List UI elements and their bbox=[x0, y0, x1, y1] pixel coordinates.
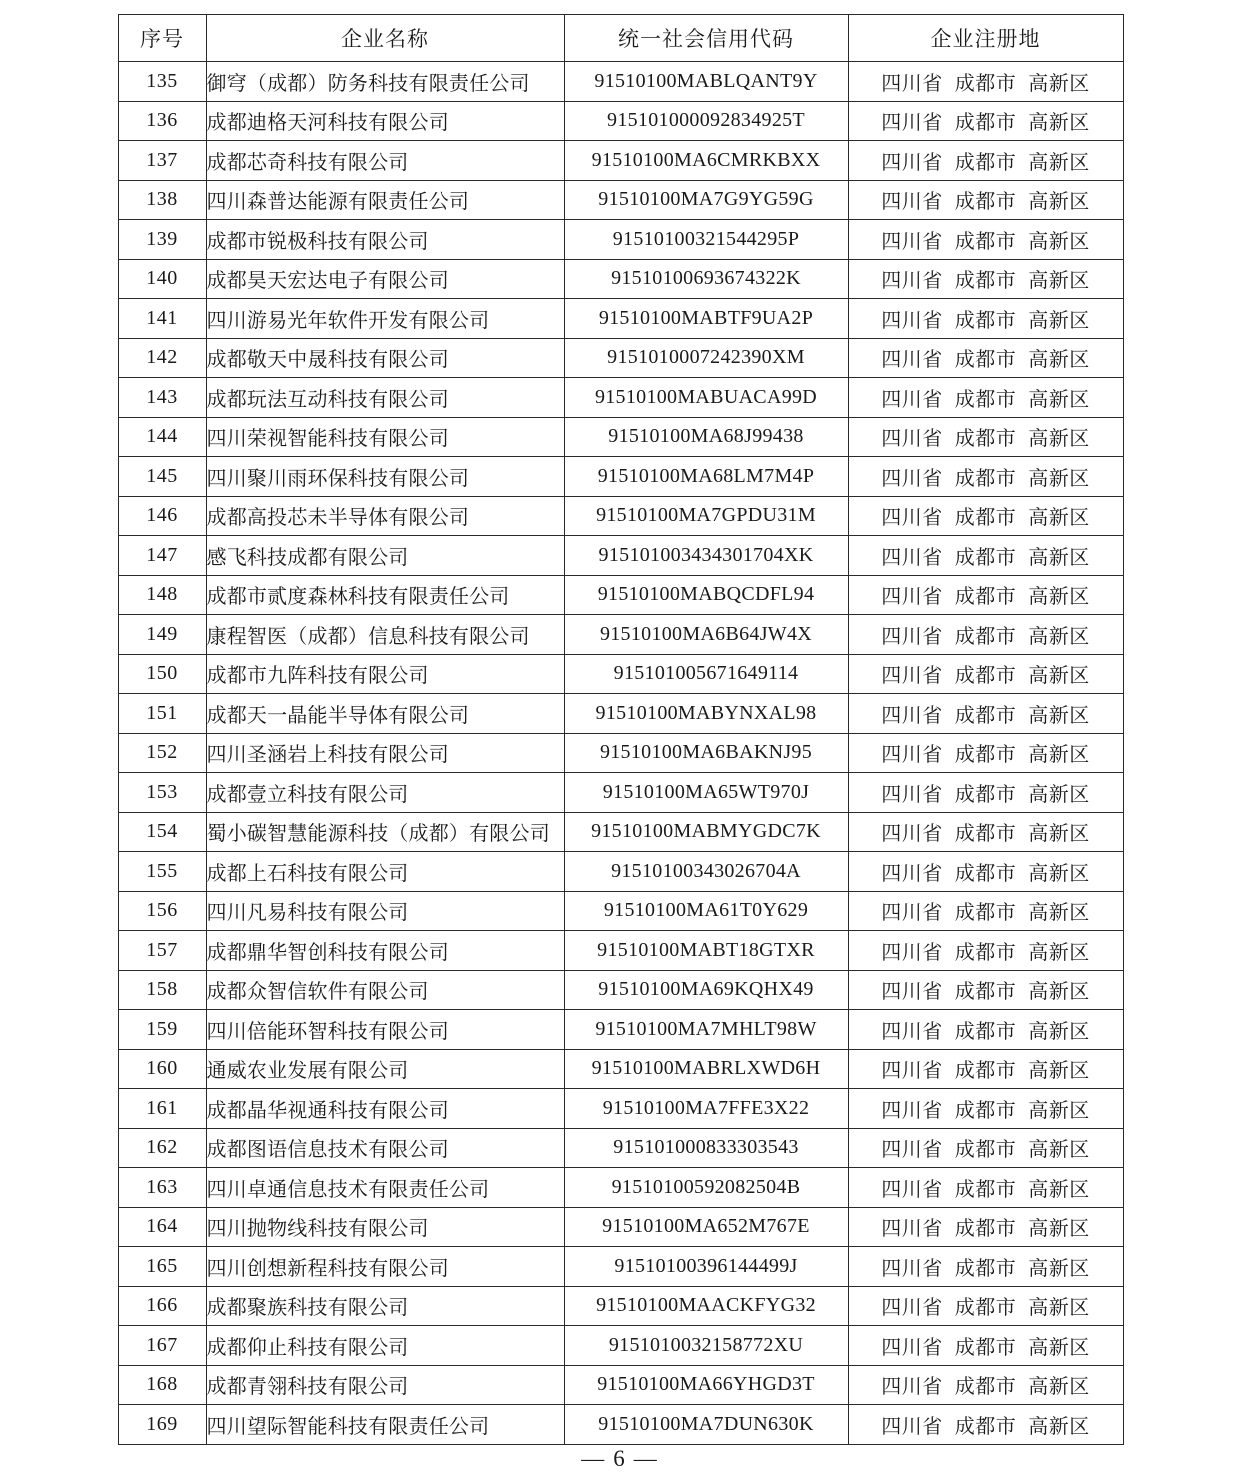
cell-index: 145 bbox=[118, 457, 206, 497]
table-row bbox=[118, 1207, 1123, 1247]
cell-location bbox=[848, 852, 1123, 892]
cell-company-name: 成都聚族科技有限公司 bbox=[206, 1286, 564, 1326]
table-body bbox=[118, 62, 1123, 1445]
table-row bbox=[118, 299, 1123, 339]
cell-company-name: 蜀小碳智慧能源科技（成都）有限公司 bbox=[206, 812, 564, 852]
cell-company-name: 成都迪格天河科技有限公司 bbox=[206, 101, 564, 141]
cell-location bbox=[848, 62, 1123, 102]
column-header-code: 统一社会信用代码 bbox=[564, 15, 848, 62]
cell-index: 153 bbox=[118, 773, 206, 813]
cell-company-name: 四川卓通信息技术有限责任公司 bbox=[206, 1168, 564, 1208]
cell-index: 158 bbox=[118, 970, 206, 1010]
location-province: 四川省 bbox=[881, 467, 943, 490]
location-district: 高新区 bbox=[1028, 744, 1090, 767]
cell-index: 163 bbox=[118, 1168, 206, 1208]
cell-credit-code: 91510100693674322K bbox=[564, 259, 848, 299]
cell-company-name: 成都上石科技有限公司 bbox=[206, 852, 564, 892]
location-city: 成都市 bbox=[954, 1060, 1017, 1083]
location-city: 成都市 bbox=[954, 704, 1017, 727]
location-district: 高新区 bbox=[1028, 191, 1090, 214]
cell-location bbox=[848, 1326, 1123, 1366]
location-city: 成都市 bbox=[954, 823, 1017, 846]
location-district: 高新区 bbox=[1028, 112, 1090, 135]
location-district: 高新区 bbox=[1028, 1139, 1090, 1162]
location-city: 成都市 bbox=[954, 1376, 1017, 1399]
cell-index: 152 bbox=[118, 733, 206, 773]
cell-index: 151 bbox=[118, 694, 206, 734]
cell-credit-code: 91510100MABUACA99D bbox=[564, 378, 848, 418]
cell-company-name: 成都昊天宏达电子有限公司 bbox=[206, 259, 564, 299]
location-city: 成都市 bbox=[954, 309, 1017, 332]
location-province: 四川省 bbox=[881, 862, 943, 885]
cell-company-name: 成都市九阵科技有限公司 bbox=[206, 654, 564, 694]
cell-company-name: 通威农业发展有限公司 bbox=[206, 1049, 564, 1089]
location-district: 高新区 bbox=[1028, 428, 1090, 451]
location-province: 四川省 bbox=[881, 191, 943, 214]
cell-credit-code: 91510100MABT18GTXR bbox=[564, 931, 848, 971]
table-row bbox=[118, 1010, 1123, 1050]
location-province: 四川省 bbox=[881, 941, 943, 964]
location-province: 四川省 bbox=[881, 625, 943, 648]
cell-location bbox=[848, 1089, 1123, 1129]
location-city: 成都市 bbox=[954, 467, 1017, 490]
cell-index: 141 bbox=[118, 299, 206, 339]
location-district: 高新区 bbox=[1028, 1376, 1090, 1399]
cell-location bbox=[848, 417, 1123, 457]
location-city: 成都市 bbox=[954, 941, 1017, 964]
cell-index: 157 bbox=[118, 931, 206, 971]
location-province: 四川省 bbox=[881, 270, 943, 293]
location-province: 四川省 bbox=[881, 783, 943, 806]
cell-credit-code: 91510100MA7DUN630K bbox=[564, 1405, 848, 1445]
footer-dash-left: — bbox=[581, 1446, 608, 1471]
table-row bbox=[118, 378, 1123, 418]
cell-company-name: 成都壹立科技有限公司 bbox=[206, 773, 564, 813]
column-header-name: 企业名称 bbox=[206, 15, 564, 62]
cell-company-name: 成都芯奇科技有限公司 bbox=[206, 141, 564, 181]
cell-location bbox=[848, 891, 1123, 931]
cell-index: 169 bbox=[118, 1405, 206, 1445]
location-city: 成都市 bbox=[954, 507, 1017, 530]
location-district: 高新区 bbox=[1028, 1257, 1090, 1280]
cell-index: 162 bbox=[118, 1128, 206, 1168]
cell-credit-code: 91510100MA69KQHX49 bbox=[564, 970, 848, 1010]
table-row bbox=[118, 1168, 1123, 1208]
cell-index: 148 bbox=[118, 575, 206, 615]
location-district: 高新区 bbox=[1028, 230, 1090, 253]
location-city: 成都市 bbox=[954, 270, 1017, 293]
cell-index: 138 bbox=[118, 180, 206, 220]
table-header bbox=[118, 15, 1123, 62]
cell-credit-code: 91510100MABYNXAL98 bbox=[564, 694, 848, 734]
location-province: 四川省 bbox=[881, 349, 943, 372]
cell-location bbox=[848, 220, 1123, 260]
table-row bbox=[118, 62, 1123, 102]
location-province: 四川省 bbox=[881, 704, 943, 727]
cell-credit-code: 91510100MA6CMRKBXX bbox=[564, 141, 848, 181]
cell-index: 144 bbox=[118, 417, 206, 457]
cell-company-name: 四川望际智能科技有限责任公司 bbox=[206, 1405, 564, 1445]
location-city: 成都市 bbox=[954, 862, 1017, 885]
location-district: 高新区 bbox=[1028, 1218, 1090, 1241]
location-city: 成都市 bbox=[954, 112, 1017, 135]
location-province: 四川省 bbox=[881, 1060, 943, 1083]
cell-index: 140 bbox=[118, 259, 206, 299]
location-district: 高新区 bbox=[1028, 902, 1090, 925]
location-district: 高新区 bbox=[1028, 467, 1090, 490]
cell-index: 159 bbox=[118, 1010, 206, 1050]
cell-company-name: 成都市贰度森林科技有限责任公司 bbox=[206, 575, 564, 615]
cell-credit-code: 91510100MA68J99438 bbox=[564, 417, 848, 457]
table-row bbox=[118, 812, 1123, 852]
column-header-index: 序号 bbox=[118, 15, 206, 62]
location-district: 高新区 bbox=[1028, 665, 1090, 688]
location-city: 成都市 bbox=[954, 151, 1017, 174]
table-row bbox=[118, 1089, 1123, 1129]
cell-credit-code: 915101005671649114 bbox=[564, 654, 848, 694]
location-district: 高新区 bbox=[1028, 151, 1090, 174]
location-city: 成都市 bbox=[954, 1297, 1017, 1320]
cell-company-name: 成都敬天中晟科技有限公司 bbox=[206, 338, 564, 378]
cell-index: 156 bbox=[118, 891, 206, 931]
location-city: 成都市 bbox=[954, 230, 1017, 253]
table-row bbox=[118, 1286, 1123, 1326]
cell-index: 150 bbox=[118, 654, 206, 694]
cell-company-name: 成都众智信软件有限公司 bbox=[206, 970, 564, 1010]
table-row bbox=[118, 1326, 1123, 1366]
location-district: 高新区 bbox=[1028, 1020, 1090, 1043]
cell-location bbox=[848, 536, 1123, 576]
location-district: 高新区 bbox=[1028, 1099, 1090, 1122]
location-province: 四川省 bbox=[881, 72, 943, 95]
location-city: 成都市 bbox=[954, 744, 1017, 767]
location-province: 四川省 bbox=[881, 665, 943, 688]
cell-location bbox=[848, 1365, 1123, 1405]
table-row bbox=[118, 891, 1123, 931]
location-district: 高新区 bbox=[1028, 783, 1090, 806]
cell-credit-code: 91510100MA68LM7M4P bbox=[564, 457, 848, 497]
table-row bbox=[118, 101, 1123, 141]
cell-credit-code: 91510100MA7G9YG59G bbox=[564, 180, 848, 220]
cell-index: 137 bbox=[118, 141, 206, 181]
cell-credit-code: 91510100MA6B64JW4X bbox=[564, 615, 848, 655]
location-city: 成都市 bbox=[954, 1020, 1017, 1043]
cell-credit-code: 91510100MABRLXWD6H bbox=[564, 1049, 848, 1089]
location-city: 成都市 bbox=[954, 1218, 1017, 1241]
location-district: 高新区 bbox=[1028, 1297, 1090, 1320]
location-city: 成都市 bbox=[954, 1139, 1017, 1162]
cell-index: 161 bbox=[118, 1089, 206, 1129]
cell-company-name: 成都玩法互动科技有限公司 bbox=[206, 378, 564, 418]
table-row bbox=[118, 931, 1123, 971]
location-district: 高新区 bbox=[1028, 625, 1090, 648]
cell-company-name: 四川森普达能源有限责任公司 bbox=[206, 180, 564, 220]
location-province: 四川省 bbox=[881, 823, 943, 846]
table-row bbox=[118, 1405, 1123, 1445]
cell-credit-code: 9151010032158772XU bbox=[564, 1326, 848, 1366]
location-district: 高新区 bbox=[1028, 1178, 1090, 1201]
location-district: 高新区 bbox=[1028, 981, 1090, 1004]
cell-location bbox=[848, 615, 1123, 655]
cell-index: 165 bbox=[118, 1247, 206, 1287]
cell-index: 155 bbox=[118, 852, 206, 892]
cell-company-name: 四川创想新程科技有限公司 bbox=[206, 1247, 564, 1287]
footer-dash-right: — bbox=[633, 1446, 660, 1471]
location-province: 四川省 bbox=[881, 1336, 943, 1359]
cell-index: 146 bbox=[118, 496, 206, 536]
cell-location bbox=[848, 931, 1123, 971]
cell-location bbox=[848, 773, 1123, 813]
cell-location bbox=[848, 1168, 1123, 1208]
location-province: 四川省 bbox=[881, 151, 943, 174]
cell-location bbox=[848, 457, 1123, 497]
location-province: 四川省 bbox=[881, 230, 943, 253]
cell-index: 142 bbox=[118, 338, 206, 378]
location-district: 高新区 bbox=[1028, 1336, 1090, 1359]
cell-credit-code: 915101000833303543 bbox=[564, 1128, 848, 1168]
location-city: 成都市 bbox=[954, 388, 1017, 411]
column-header-location: 企业注册地 bbox=[848, 15, 1123, 62]
cell-company-name: 四川抛物线科技有限公司 bbox=[206, 1207, 564, 1247]
cell-index: 164 bbox=[118, 1207, 206, 1247]
cell-credit-code: 91510100MA7MHLT98W bbox=[564, 1010, 848, 1050]
cell-location bbox=[848, 733, 1123, 773]
location-district: 高新区 bbox=[1028, 388, 1090, 411]
location-province: 四川省 bbox=[881, 1218, 943, 1241]
cell-location bbox=[848, 812, 1123, 852]
page-footer bbox=[0, 1446, 1241, 1472]
cell-company-name: 感飞科技成都有限公司 bbox=[206, 536, 564, 576]
cell-location bbox=[848, 1247, 1123, 1287]
table-row bbox=[118, 1049, 1123, 1089]
location-district: 高新区 bbox=[1028, 72, 1090, 95]
location-city: 成都市 bbox=[954, 349, 1017, 372]
cell-index: 139 bbox=[118, 220, 206, 260]
cell-location bbox=[848, 970, 1123, 1010]
location-province: 四川省 bbox=[881, 1099, 943, 1122]
location-city: 成都市 bbox=[954, 1257, 1017, 1280]
cell-company-name: 康程智医（成都）信息科技有限公司 bbox=[206, 615, 564, 655]
location-district: 高新区 bbox=[1028, 546, 1090, 569]
location-city: 成都市 bbox=[954, 1415, 1017, 1438]
cell-credit-code: 91510100MABMYGDC7K bbox=[564, 812, 848, 852]
cell-credit-code: 91510100MA7GPDU31M bbox=[564, 496, 848, 536]
table-row bbox=[118, 417, 1123, 457]
cell-company-name: 成都天一晶能半导体有限公司 bbox=[206, 694, 564, 734]
cell-credit-code: 91510100MAACKFYG32 bbox=[564, 1286, 848, 1326]
location-province: 四川省 bbox=[881, 112, 943, 135]
location-province: 四川省 bbox=[881, 428, 943, 451]
cell-credit-code: 91510100MA652M767E bbox=[564, 1207, 848, 1247]
table-row bbox=[118, 496, 1123, 536]
cell-company-name: 四川荣视智能科技有限公司 bbox=[206, 417, 564, 457]
cell-index: 149 bbox=[118, 615, 206, 655]
company-registry-table bbox=[118, 14, 1124, 1445]
location-city: 成都市 bbox=[954, 546, 1017, 569]
cell-credit-code: 91510100MABLQANT9Y bbox=[564, 62, 848, 102]
cell-company-name: 成都青翎科技有限公司 bbox=[206, 1365, 564, 1405]
table-row bbox=[118, 615, 1123, 655]
cell-company-name: 成都晶华视通科技有限公司 bbox=[206, 1089, 564, 1129]
table-row bbox=[118, 338, 1123, 378]
cell-company-name: 四川游易光年软件开发有限公司 bbox=[206, 299, 564, 339]
location-province: 四川省 bbox=[881, 902, 943, 925]
cell-index: 143 bbox=[118, 378, 206, 418]
location-province: 四川省 bbox=[881, 744, 943, 767]
location-province: 四川省 bbox=[881, 1376, 943, 1399]
cell-index: 166 bbox=[118, 1286, 206, 1326]
cell-location bbox=[848, 1010, 1123, 1050]
table-row bbox=[118, 259, 1123, 299]
cell-location bbox=[848, 299, 1123, 339]
cell-index: 168 bbox=[118, 1365, 206, 1405]
location-province: 四川省 bbox=[881, 1415, 943, 1438]
cell-location bbox=[848, 180, 1123, 220]
cell-company-name: 四川聚川雨环保科技有限公司 bbox=[206, 457, 564, 497]
cell-company-name: 四川圣涵岩上科技有限公司 bbox=[206, 733, 564, 773]
cell-location bbox=[848, 1207, 1123, 1247]
cell-company-name: 四川凡易科技有限公司 bbox=[206, 891, 564, 931]
cell-location bbox=[848, 101, 1123, 141]
table-row bbox=[118, 1365, 1123, 1405]
table-row bbox=[118, 575, 1123, 615]
location-district: 高新区 bbox=[1028, 823, 1090, 846]
cell-company-name: 成都市锐极科技有限公司 bbox=[206, 220, 564, 260]
cell-credit-code: 91510100MABQCDFL94 bbox=[564, 575, 848, 615]
cell-location bbox=[848, 259, 1123, 299]
table-row bbox=[118, 654, 1123, 694]
cell-location bbox=[848, 1405, 1123, 1445]
location-province: 四川省 bbox=[881, 546, 943, 569]
table-header-row bbox=[118, 15, 1123, 62]
cell-company-name: 成都图语信息技术有限公司 bbox=[206, 1128, 564, 1168]
cell-credit-code: 91510100396144499J bbox=[564, 1247, 848, 1287]
cell-company-name: 四川倍能环智科技有限公司 bbox=[206, 1010, 564, 1050]
cell-credit-code: 9151010007242390XM bbox=[564, 338, 848, 378]
location-district: 高新区 bbox=[1028, 586, 1090, 609]
cell-credit-code: 91510100MA66YHGD3T bbox=[564, 1365, 848, 1405]
table-row bbox=[118, 141, 1123, 181]
table-row bbox=[118, 970, 1123, 1010]
location-district: 高新区 bbox=[1028, 704, 1090, 727]
location-district: 高新区 bbox=[1028, 349, 1090, 372]
cell-credit-code: 91510100592082504B bbox=[564, 1168, 848, 1208]
cell-credit-code: 915101000092834925T bbox=[564, 101, 848, 141]
table-row bbox=[118, 852, 1123, 892]
location-district: 高新区 bbox=[1028, 1060, 1090, 1083]
cell-credit-code: 91510100343026704A bbox=[564, 852, 848, 892]
location-city: 成都市 bbox=[954, 1336, 1017, 1359]
location-city: 成都市 bbox=[954, 586, 1017, 609]
table-row bbox=[118, 536, 1123, 576]
cell-company-name: 成都仰止科技有限公司 bbox=[206, 1326, 564, 1366]
cell-index: 167 bbox=[118, 1326, 206, 1366]
location-province: 四川省 bbox=[881, 981, 943, 1004]
cell-index: 160 bbox=[118, 1049, 206, 1089]
cell-location bbox=[848, 338, 1123, 378]
location-province: 四川省 bbox=[881, 309, 943, 332]
cell-index: 147 bbox=[118, 536, 206, 576]
location-city: 成都市 bbox=[954, 1178, 1017, 1201]
location-district: 高新区 bbox=[1028, 507, 1090, 530]
cell-index: 136 bbox=[118, 101, 206, 141]
location-province: 四川省 bbox=[881, 507, 943, 530]
location-city: 成都市 bbox=[954, 981, 1017, 1004]
cell-index: 154 bbox=[118, 812, 206, 852]
location-district: 高新区 bbox=[1028, 1415, 1090, 1438]
location-district: 高新区 bbox=[1028, 270, 1090, 293]
cell-location bbox=[848, 1049, 1123, 1089]
cell-company-name: 成都鼎华智创科技有限公司 bbox=[206, 931, 564, 971]
location-district: 高新区 bbox=[1028, 941, 1090, 964]
location-province: 四川省 bbox=[881, 1139, 943, 1162]
cell-credit-code: 91510100MA6BAKNJ95 bbox=[564, 733, 848, 773]
table-row bbox=[118, 180, 1123, 220]
cell-location bbox=[848, 694, 1123, 734]
location-province: 四川省 bbox=[881, 1178, 943, 1201]
cell-credit-code: 91510100MA65WT970J bbox=[564, 773, 848, 813]
table-row bbox=[118, 457, 1123, 497]
location-province: 四川省 bbox=[881, 1257, 943, 1280]
table-row bbox=[118, 733, 1123, 773]
cell-location bbox=[848, 575, 1123, 615]
table-row bbox=[118, 1128, 1123, 1168]
location-province: 四川省 bbox=[881, 388, 943, 411]
location-province: 四川省 bbox=[881, 1297, 943, 1320]
cell-credit-code: 915101003434301704XK bbox=[564, 536, 848, 576]
table-row bbox=[118, 1247, 1123, 1287]
cell-credit-code: 91510100321544295P bbox=[564, 220, 848, 260]
cell-index: 135 bbox=[118, 62, 206, 102]
cell-location bbox=[848, 378, 1123, 418]
cell-credit-code: 91510100MA61T0Y629 bbox=[564, 891, 848, 931]
location-city: 成都市 bbox=[954, 902, 1017, 925]
location-city: 成都市 bbox=[954, 72, 1017, 95]
cell-location bbox=[848, 1286, 1123, 1326]
cell-location bbox=[848, 1128, 1123, 1168]
location-city: 成都市 bbox=[954, 191, 1017, 214]
location-province: 四川省 bbox=[881, 1020, 943, 1043]
cell-company-name: 成都高投芯未半导体有限公司 bbox=[206, 496, 564, 536]
page-number: 6 bbox=[613, 1446, 628, 1471]
location-city: 成都市 bbox=[954, 625, 1017, 648]
cell-credit-code: 91510100MABTF9UA2P bbox=[564, 299, 848, 339]
location-city: 成都市 bbox=[954, 428, 1017, 451]
location-city: 成都市 bbox=[954, 665, 1017, 688]
cell-credit-code: 91510100MA7FFE3X22 bbox=[564, 1089, 848, 1129]
location-city: 成都市 bbox=[954, 1099, 1017, 1122]
location-city: 成都市 bbox=[954, 783, 1017, 806]
cell-location bbox=[848, 654, 1123, 694]
table-row bbox=[118, 220, 1123, 260]
cell-location bbox=[848, 141, 1123, 181]
table-row bbox=[118, 773, 1123, 813]
location-district: 高新区 bbox=[1028, 862, 1090, 885]
cell-company-name: 御穹（成都）防务科技有限责任公司 bbox=[206, 62, 564, 102]
table-row bbox=[118, 694, 1123, 734]
location-province: 四川省 bbox=[881, 586, 943, 609]
cell-location bbox=[848, 496, 1123, 536]
location-district: 高新区 bbox=[1028, 309, 1090, 332]
